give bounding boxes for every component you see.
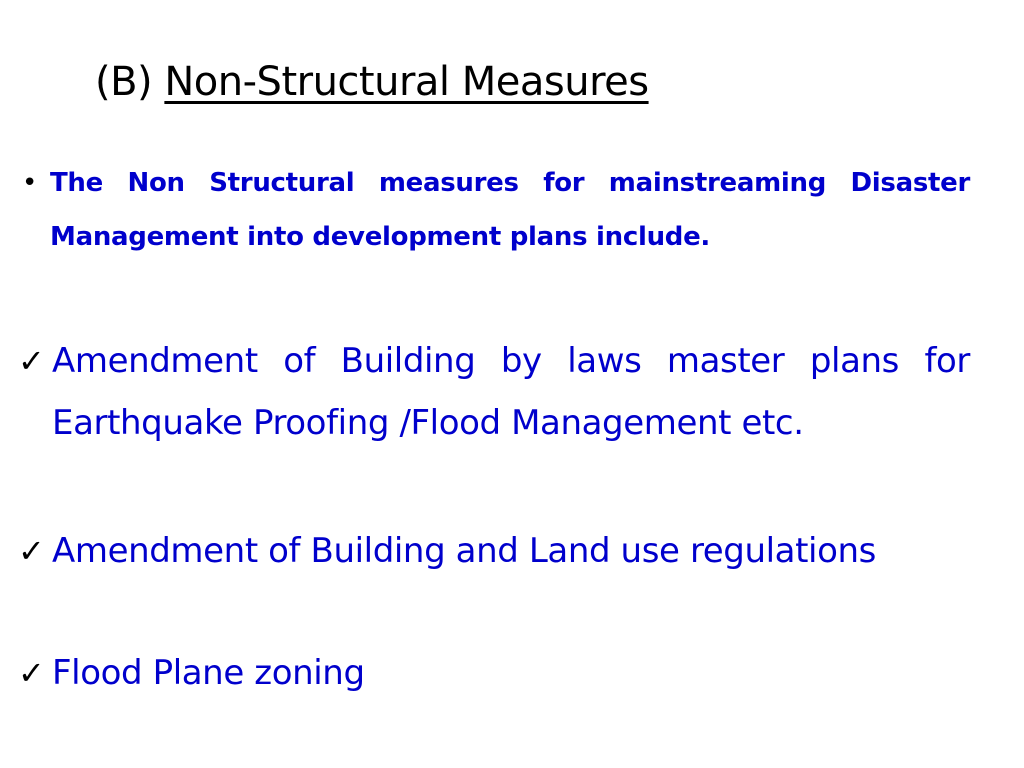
list-item-text: Amendment of Building by laws master plans for Earthquake Proofing /Flood Management etc.: [52, 341, 970, 443]
title-main: Non-Structural Measures: [164, 59, 649, 105]
checkmark-icon: ✓: [18, 532, 45, 570]
checkmark-icon: ✓: [18, 654, 45, 692]
list-item: [18, 330, 970, 454]
list-item: [18, 526, 970, 576]
title-prefix: (B): [95, 59, 165, 105]
bullet-dot-icon: •: [22, 168, 38, 198]
list-item-text: Flood Plane zoning: [52, 653, 365, 693]
intro-text: The Non Structural measures for mainstreaming Disaster Management into development plans include.: [50, 168, 970, 252]
list-item-text: Amendment of Building and Land use regulations: [52, 531, 876, 571]
checkmark-icon: ✓: [18, 342, 45, 380]
list-item: [18, 646, 970, 700]
intro-bullet: [22, 156, 970, 264]
slide-title: [95, 54, 649, 110]
